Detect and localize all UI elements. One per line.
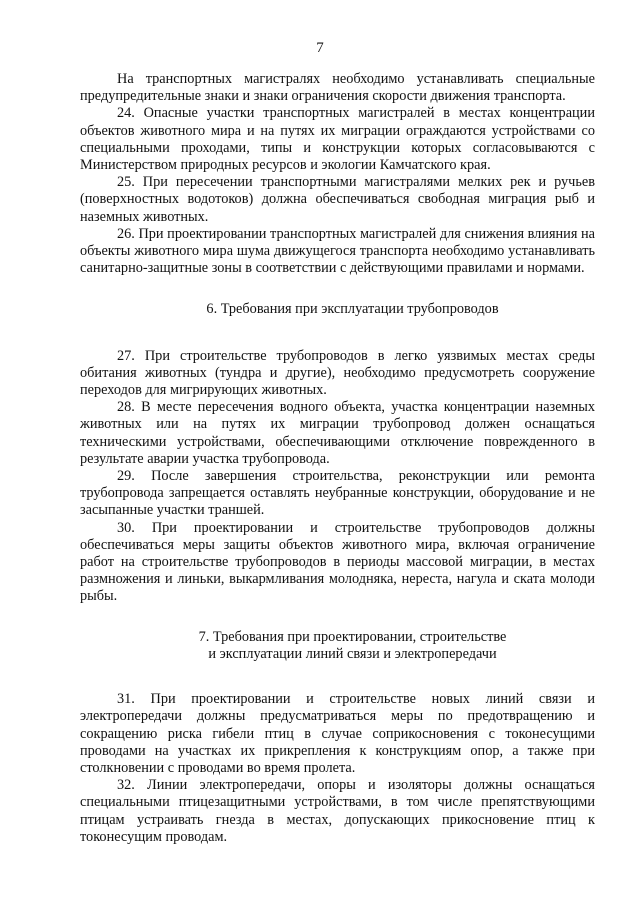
paragraph-25: 25. При пересечении транспортными магистралями мелких рек и ручьев (поверхностных водотоков) должна обеспечиваться свободная миграция рыб и наземных животных. [80, 174, 595, 225]
paragraph-26: 26. При проектировании транспортных магистралей для снижения влияния на объекты животного мира шума движущегося транспорта необходимо устанавливать санитарно-защитные зоны в соответствии с действующими правилами и нормами. [80, 225, 595, 277]
section-6-heading-text: 6. Требования при эксплуатации трубопроводов [206, 301, 499, 318]
section-6-heading [80, 301, 595, 318]
paragraph-31: 31. При проектировании и строительстве новых линий связи и электропередачи должны предусматриваться меры по предотвращению и сокращению риска гибели птиц в случае соприкосновения с токонесущими проводами на участках их прикрепления к конструкциям опор, а также при столкновении с проводами во время пролета. [80, 691, 595, 776]
paragraph-29: 29. После завершения строительства, реконструкции или ремонта трубопровода запрещается оставлять неубранные конструкции, оборудование и не засыпанные участки траншей. [80, 468, 595, 519]
paragraph-32: 32. Линии электропередачи, опоры и изоляторы должны оснащаться специальными птицезащитными устройствами, в том числе препятствующими птицам устраивать гнезда в местах, допускающих прикосновение птиц к токонесущим проводам. [80, 777, 595, 845]
section-7-heading-line-2: и эксплуатации линий связи и электропередачи [208, 645, 497, 662]
section-7-heading [80, 629, 595, 663]
paragraph-27: 27. При строительстве трубопроводов в легко уязвимых местах среды обитания животных (тундра и другие), необходимо предусмотреть сооружение переходов для мигрирующих животных. [80, 347, 595, 399]
paragraph-30: 30. При проектировании и строительстве трубопроводов должны обеспечиваться меры защиты объектов животного мира, включая ограничение работ на строительстве трубопроводов в периоды массовой миграции, в местах размножения и линьки, выкармливания молодняка, нереста, нагула и ската молоди рыбы. [80, 519, 595, 605]
paragraph-28: 28. В месте пересечения водного объекта, участка концентрации наземных животных или на путях их миграции трубопровод должен оснащаться техническими устройствами, обеспечивающими отключение поврежденного в результате аварии участка трубопровода. [80, 399, 595, 467]
section-7-heading-line-1: 7. Требования при проектировании, строительстве [198, 628, 507, 645]
page-number: 7 [316, 40, 324, 56]
paragraph-23-continuation: На транспортных магистралях необходимо устанавливать специальные предупредительные знаки и знаки ограничения скорости движения транспорта. [80, 71, 595, 105]
paragraph-24: 24. Опасные участки транспортных магистралей в местах концентрации объектов животного мира и на путях их миграции ограждаются устройствами со специальными проходами, типы и конструкции которых согласовываются с Министерством природных ресурсов и экологии Камчатского края. [80, 105, 595, 174]
page-content [80, 71, 595, 846]
